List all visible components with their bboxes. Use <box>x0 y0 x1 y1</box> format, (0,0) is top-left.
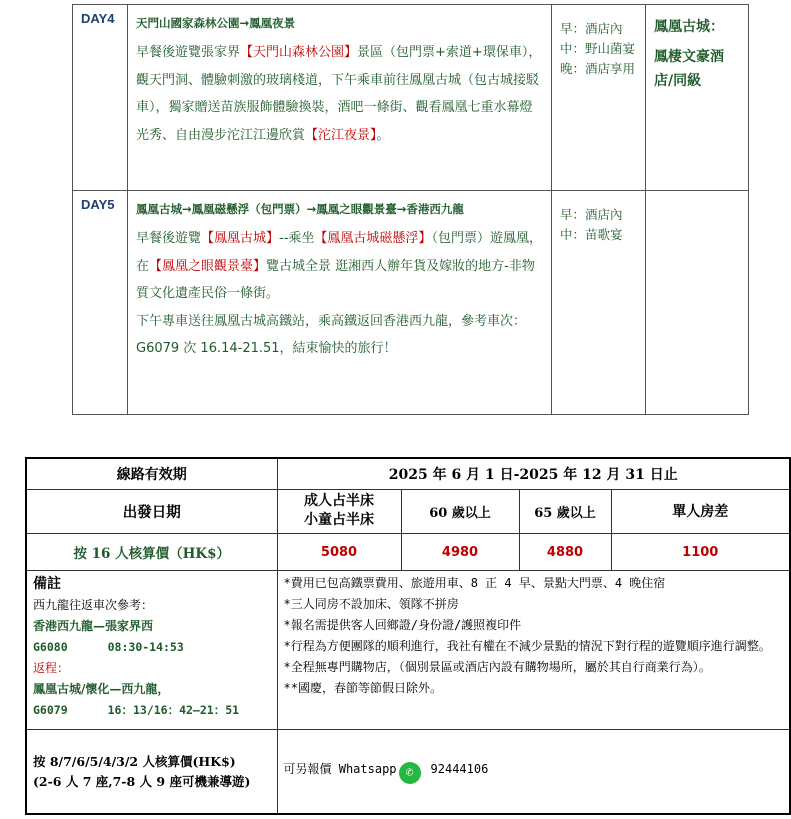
itinerary-row-day4 <box>73 5 749 191</box>
remarks-row <box>26 571 790 730</box>
meals-list <box>552 191 645 245</box>
notes-cell <box>277 571 790 730</box>
group-price-row <box>26 730 790 815</box>
day-label: DAY4 <box>81 11 115 26</box>
meal-item: 早：酒店內 <box>560 21 623 36</box>
day-cell <box>73 5 128 191</box>
desc-text: --乘坐 <box>279 231 315 246</box>
meals-cell <box>552 5 646 191</box>
price-65: 4880 <box>519 533 611 570</box>
outbound-train-row <box>33 637 273 658</box>
desc-highlight: 【鳳凰古城磁懸浮】 <box>314 231 432 246</box>
meal-item: 中：野山菌宴 <box>560 41 636 56</box>
note-item: *費用已包高鐵票費用、旅遊用車、8 正 4 早、景點大門票、4 晚住宿 <box>283 576 666 591</box>
day-description-2: 下午專車送往鳳凰古城高鐵站，乘高鐵返回香港西九龍，參考車次：G6079 次 16.14-21.51，結束愉快的旅行！ <box>136 313 527 356</box>
desc-highlight: 【沱江夜景】 <box>305 127 377 143</box>
desc-text: 早餐後遊覽張家界 <box>136 45 241 60</box>
col-65: 65 歲以上 <box>519 489 611 533</box>
return-route: 鳳凰古城/懷化—西九龍， <box>33 682 170 697</box>
outbound-route: 香港西九龍—張家界西 <box>33 619 154 634</box>
note-item: *全程無專門購物店，（個別景區或酒店內設有購物場所，屬於其自行商業行為）。 <box>283 660 711 675</box>
meals-list <box>552 5 645 79</box>
desc-highlight: 【鳳凰之眼觀景臺】 <box>149 258 267 274</box>
price-row-label: 按 16 人核算價（HK$） <box>26 533 277 570</box>
price-adult: 5080 <box>277 533 401 570</box>
day-description <box>128 217 551 308</box>
group-price-label: 按 8/7/6/5/4/3/2 人核算價(HK$) <box>33 753 236 769</box>
hotel-name: 鳳棲文豪酒店/同級 <box>654 49 724 89</box>
contact-text: 可另報價 Whatsapp <box>283 761 397 776</box>
remarks-cell <box>26 571 277 730</box>
header-row <box>26 489 790 533</box>
day-detail-cell <box>128 5 552 191</box>
col-single: 單人房差 <box>611 489 790 533</box>
contact-phone[interactable]: 92444106 <box>430 761 489 776</box>
validity-row <box>26 458 790 489</box>
desc-text: 覽古城全景 逛湘西人辦年貨及嫁妝的地方-非物質文化遺產民俗一條街。 <box>136 258 535 301</box>
meals-cell <box>552 191 646 415</box>
day-route: 天門山國家森林公園→鳳凰夜景 <box>136 16 296 30</box>
return-label: 返程： <box>33 661 70 676</box>
hotel-cell <box>646 191 749 415</box>
note-item: *報名需提供客人回鄉證/身份證/護照複印件 <box>283 618 522 633</box>
desc-text: （包門票）遊鳳凰，在 <box>136 231 542 274</box>
hotel-city: 鳳凰古城： <box>654 19 724 35</box>
desc-text: 。 <box>376 127 390 143</box>
hotel-info <box>646 5 748 93</box>
note-item: *行程為方便團隊的順利進行，我社有權在不減少景點的情況下對行程的遊覽順序進行調整。 <box>283 639 771 654</box>
desc-text: 早餐後遊覽 <box>136 231 202 246</box>
hotel-cell <box>646 5 749 191</box>
price-single: 1100 <box>611 533 790 570</box>
day-description <box>128 31 551 149</box>
outbound-time: 08:30-14:53 <box>107 640 184 655</box>
group-price-sub: (2-6 人 7 座,7-8 人 9 座可機兼導遊) <box>33 773 251 789</box>
note-item: **國慶，春節等節假日除外。 <box>283 681 442 696</box>
col-adult <box>277 489 401 533</box>
contact-cell <box>277 730 790 815</box>
desc-text: 景區（包門票+索道+環保車），觀天門洞、體驗刺激的玻璃棧道，下午乘車前往鳳凰古城（包古城接駁車），獨家贈送苗族服飾體驗換裝，酒吧一條街、觀看鳳凰七重水幕燈光秀、自由漫步沱江江邊欣賞 <box>136 45 542 143</box>
return-train-row <box>33 700 273 721</box>
desc-highlight: 【鳳凰古城】 <box>201 231 280 246</box>
itinerary-row-day5 <box>73 191 749 415</box>
desc-highlight: 【天門山森林公園】 <box>240 45 358 60</box>
price-60: 4980 <box>401 533 519 570</box>
itinerary-table <box>72 4 748 414</box>
group-price-cell <box>26 730 277 815</box>
validity-label: 線路有效期 <box>26 458 277 489</box>
meal-item: 早：酒店內 <box>560 207 623 222</box>
return-time: 16：13/16：42—21：51 <box>107 703 240 718</box>
price-row <box>26 533 790 570</box>
meal-item: 中：苗歌宴 <box>560 227 623 242</box>
remarks-line1: 西九龍往返車次參考： <box>33 598 154 613</box>
day-label: DAY5 <box>81 197 115 212</box>
departure-label: 出發日期 <box>26 489 277 533</box>
whatsapp-icon[interactable]: ✆ <box>399 762 421 784</box>
return-train: G6079 <box>33 703 68 718</box>
col-60: 60 歲以上 <box>401 489 519 533</box>
day-cell <box>73 191 128 415</box>
col-adult-line2: 小童占半床 <box>304 512 374 529</box>
day-detail-cell <box>128 191 552 415</box>
note-item: *三人同房不設加床、領隊不拼房 <box>283 597 459 612</box>
validity-value: 2025 年 6 月 1 日-2025 年 12 月 31 日止 <box>277 458 790 489</box>
meal-item: 晚：酒店享用 <box>560 61 636 76</box>
outbound-train: G6080 <box>33 640 68 655</box>
day-route: 鳳凰古城→鳳凰磁懸浮（包門票）→鳳凰之眼觀景臺→香港西九龍 <box>136 202 464 216</box>
pricing-table <box>25 457 789 815</box>
col-adult-line1: 成人占半床 <box>304 493 374 510</box>
remarks-title: 備註 <box>33 576 61 593</box>
